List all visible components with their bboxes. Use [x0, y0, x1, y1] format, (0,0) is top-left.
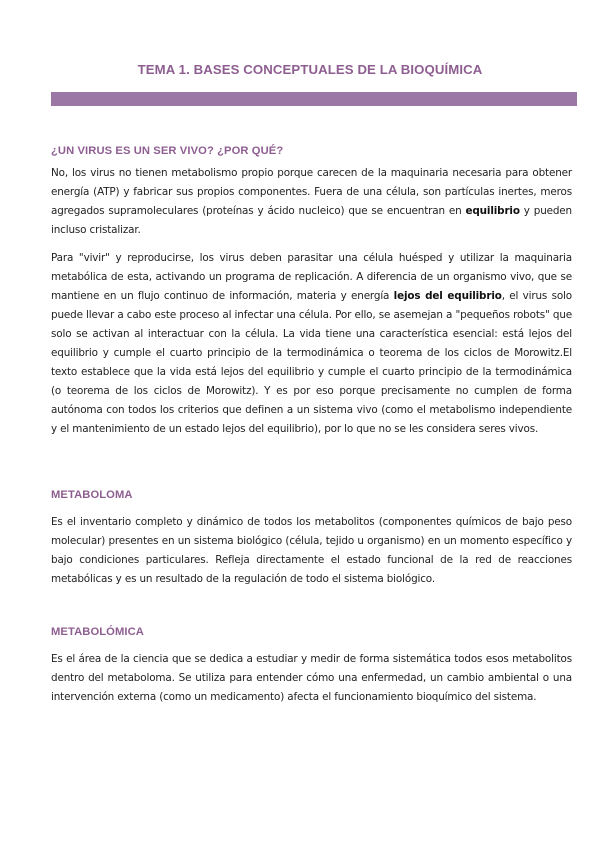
paragraph-metabolomica: [51, 650, 572, 707]
bold-term-equilibrio: equilibrio: [465, 205, 520, 217]
section-heading-metaboloma: METABOLOMA: [51, 489, 133, 501]
document-title: TEMA 1. BASES CONCEPTUALES DE LA BIOQUÍMICA: [137, 62, 483, 77]
paragraph-text: No, los virus no tienen metabolismo propio porque carecen de la maquinaria necesaria para obtener energía (ATP) y fabricar sus propios componentes. Fuera de una célula, son partículas inertes, meros agregados supramoleculares (proteínas y ácido nucleico) que se encuentran en: [51, 167, 572, 217]
paragraph-text: Es el área de la ciencia que se dedica a estudiar y medir de forma sistemática todos esos metabolitos dentro del metaboloma. Se utiliza para entender cómo una enfermedad, un cambio ambiental o una intervención externa (como un medicamento) afecta el funcionamiento bioquímico del sistema.: [51, 653, 572, 703]
paragraph-text: Para "vivir" y reproducirse, los virus deben parasitar una célula huésped y utilizar la maquinaria metabólica de esta, activando un programa de replicación. A diferencia de un organismo vivo, que se mantiene en un flujo continuo de información, materia y energía: [51, 252, 572, 302]
paragraph-virus-2: [51, 249, 572, 439]
paragraph-virus-1: [51, 164, 572, 240]
section-heading-metabolomica: METABOLÓMICA: [51, 626, 144, 638]
bold-term-lejos-del-equilibrio: lejos del equilibrio: [393, 290, 502, 302]
paragraph-metaboloma: [51, 513, 572, 589]
paragraph-text: y pueden incluso cristalizar.: [51, 205, 572, 236]
paragraph-text: Es el inventario completo y dinámico de todos los metabolitos (componentes químicos de bajo peso molecular) presentes en un sistema biológico (célula, tejido u organismo) en un momento específico y bajo condiciones particulares. Refleja directamente el estado funcional de la red de reacciones metabólicas y es un resultado de la regulación de todo el sistema biológico.: [51, 516, 572, 585]
paragraph-text: , el virus solo puede llevar a cabo este proceso al infectar una célula. Por ello, se asemejan a "pequeños robots" que solo se activan al interactuar con la célula. La vida tiene una característica esencial: está lejos del equilibrio y cumple el cuarto principio de la termodinámica o teorema de los ciclos de Morowitz.El texto establece que la vida está lejos del equilibrio y cumple el cuarto principio de la termodinámica (o teorema de los ciclos de Morowitz). Y es por eso porque precisamente no cumplen de forma autónoma con todos los criterios que definen a un sistema vivo (como el metabolismo independiente y el mantenimiento de un estado lejos del equilibrio), por lo que no se les considera seres vivos.: [51, 290, 572, 435]
section-heading-virus: ¿UN VIRUS ES UN SER VIVO? ¿POR QUÉ?: [51, 145, 284, 157]
title-underline-bar: [51, 92, 577, 106]
